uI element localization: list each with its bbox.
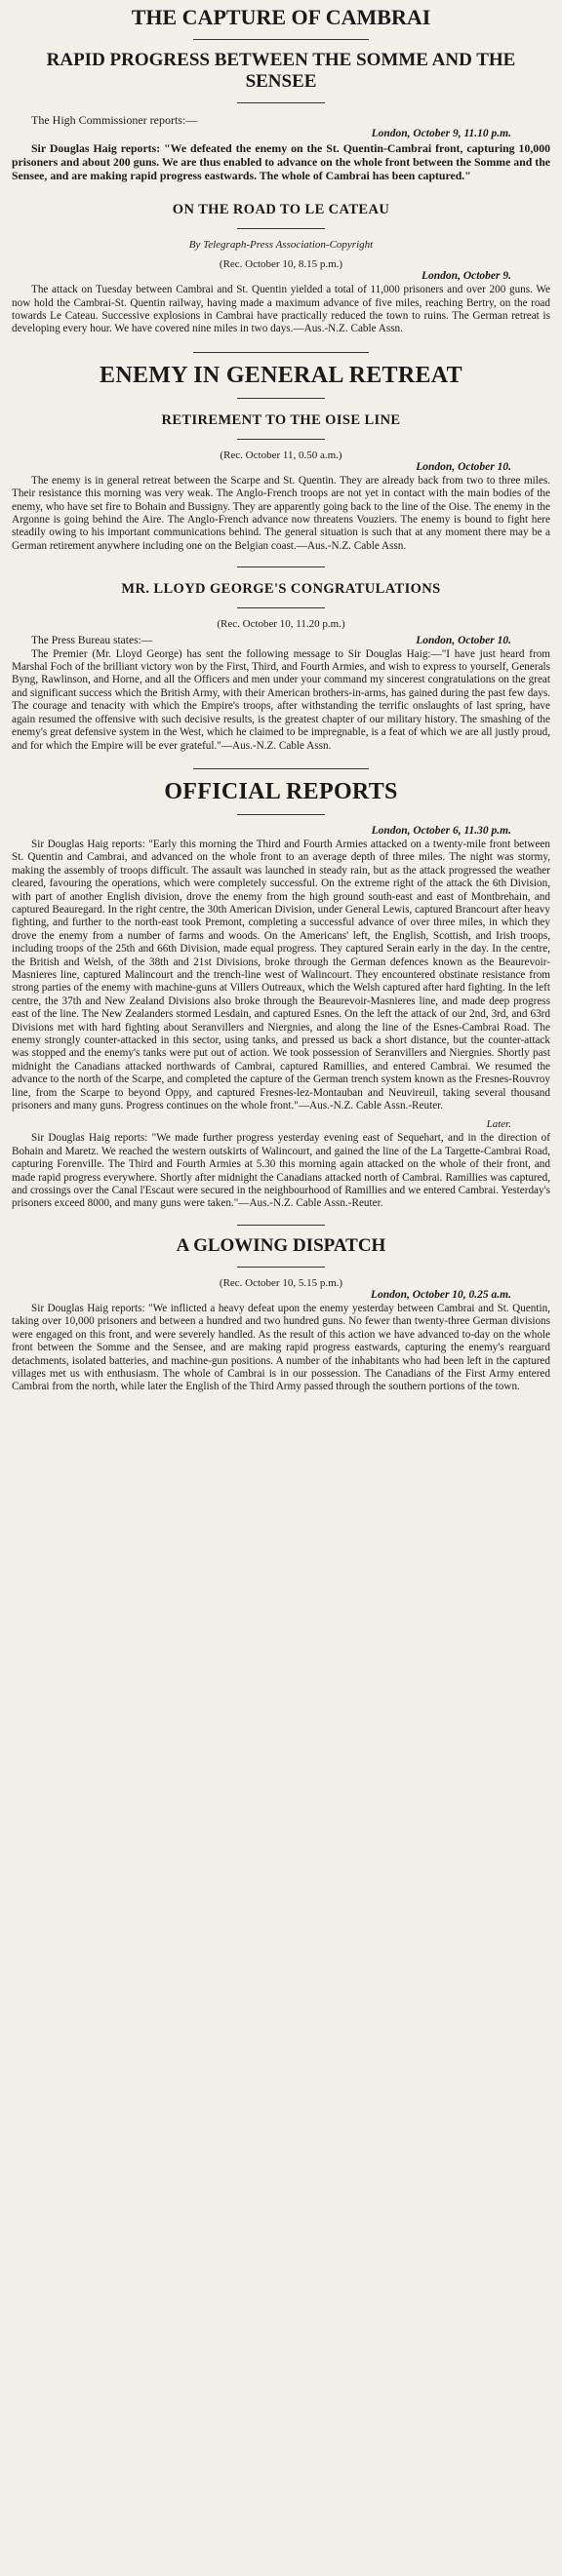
retreat-rec: (Rec. October 11, 0.50 a.m.) (220, 449, 342, 461)
le-cateau-byline: By Telegraph-Press Association-Copyright (188, 239, 374, 252)
official-heading: OFFICIAL REPORTS (164, 778, 398, 804)
george-heading: MR. LLOYD GEORGE'S CONGRATULATIONS (121, 581, 441, 598)
george-intro: The Press Bureau states:— (31, 635, 153, 647)
official-body-2: Sir Douglas Haig reports: "We made further progress yesterday evening east of Sequehart, and in the direction of Bohain and Maretz. We reached the western outskirts of Walincourt, and gained the line of the La Targette-Cambrai Road, capturing Forenville. The Third and Fourth Armies at 5.30 this morning again attacked on the whole of their front, and made rapid progress everywhere. Shortly after midnight the Canadians attacked north of Cambrai. Ramillies was captured, and crossings over the Canal l'Escaut were secured in the neighbourhood of Ramillies and we entered Cambrai. Yesterday's prisoners exceed 8000, and many guns were taken."—Aus.-N.Z. Cable Assn.-Reuter. (12, 1132, 550, 1210)
capture-body: Sir Douglas Haig reports: "We defeated the enemy on the St. Quentin-Cambrai front, capturing 10,000 prisoners and about 200 guns. We are thus enabled to advance on the whole front between the Somme and the Sensee, and are making rapid progress eastwards. The whole of Cambrai has been captured." (12, 140, 550, 182)
retreat-body: The enemy is in general retreat between the Scarpe and St. Quentin. They are already back from two to three miles. Their resistance this morning was very weak. The Anglo-French troops are not yet in contact with the main bodies of the enemy, who have set fire to Bohain and Bussigny. They are apparently going back to the line of the Oise. The enemy in the Argonne is going behind the Aire. The Anglo-French advance now threatens Vouziers. The enemy is bound to fight here steadily owing to his important communications behind. The general situation is such that at any moment there may be a German retirement anywhere including one on the Belgian coast.—Aus.-N.Z. Cable Assn. (12, 474, 550, 552)
divider (237, 228, 325, 229)
le-cateau-rec: (Rec. October 10, 8.15 p.m.) (219, 258, 343, 271)
george-body: The Premier (Mr. Lloyd George) has sent the following message to Sir Douglas Haig:—"I have just heard from Marshal Foch of the brilliant victory won by the First, Third, and Fourth Armies, and wish to express to yourself, Generals Byng, Rawlinson, and Horne, and all the Officers and men under your command my sincerest congratulations on the great and significant success which the British Army, with their American brothers-in-arms, has gained during the past few days. The courage and tenacity with which the Empire's troops, after withstanding the terrific onslaughts of last spring, have again resumed the offensive with such decisive results, is the greatest chapter of our military history. The smashing of the enemy's great defensive system in the West, which he claimed to be impregnable, is a feat of which we are all justly proud, and for which the Empire will be ever grateful."—Aus.-N.Z. Cable Assn. (12, 647, 550, 752)
capture-dateline: London, October 9, 11.10 p.m. (371, 127, 511, 139)
le-cateau-body: The attack on Tuesday between Cambrai and St. Quentin yielded a total of 11,000 prisoners and over 200 guns. We now hold the Cambrai-St. Quentin railway, having made a maximum advance of five miles, reaching Bertry, on the road towards Le Cateau. Successive explosions in Cambrai have practically reduced the town to ruins. The German retreat is developing every hour. We have covered nine miles in two days.—Aus.-N.Z. Cable Assn. (12, 284, 550, 335)
divider (237, 1225, 325, 1226)
capture-intro: The High Commissioner reports:— (31, 113, 198, 127)
retreat-dateline: London, October 10. (416, 460, 511, 473)
divider (237, 607, 325, 608)
divider (237, 1267, 325, 1268)
divider (237, 566, 325, 567)
le-cateau-heading: ON THE ROAD TO LE CATEAU (172, 202, 390, 218)
official-later: Later. (486, 1118, 511, 1131)
glowing-dateline: London, October 10, 0.25 a.m. (370, 1288, 511, 1301)
divider (237, 814, 325, 815)
divider (237, 102, 325, 103)
official-dateline: London, October 6, 11.30 p.m. (371, 824, 511, 837)
glowing-rec: (Rec. October 10, 5.15 p.m.) (219, 1276, 343, 1289)
glowing-heading: A GLOWING DISPATCH (176, 1234, 386, 1256)
official-body-1: Sir Douglas Haig reports: "Early this morning the Third and Fourth Armies attacked on a twenty-mile front between St. Quentin and Cambrai, and advanced on the whole front to an average depth of three miles. The night was stormy, making the assembly of troops difficult. The assault was launched in steady rain, but as the attack progressed the weather cleared, favouring the operations, which were completely successful. On the extreme right of the attack the 6th Division, with part of another English division, drove the enemy from the high ground south-east and east of Montbrehain, and captured Beauregard. In the right centre, the 30th American Division, under General Lewis, captured Brancourt after heavy fighting, and further to the north-east took Premont, completing a successful advance of over three miles, in which they drove the enemy from a number of farms and woods. On the Americans' left, the English, Scottish, and Irish troops, including troops of the 25th and 66th Division, made equal progress. They captured Serain early in the day. In the centre, the British and Welsh, of the 38th and 21st Divisions, broke through the German defences known as the Beaurevoir-Masnieres line, captured Malincourt and the trench-line west of Walincourt. They encountered obstinate resistance from strong parties of the enemy with machine-guns at Villers Outreaux, which the Welsh captured after hard fighting. In the left centre, the 37th and New Zealand Divisions also broke through the Beaurevoir-Masnieres line, and made deep progress east of the line. The New Zealanders stormed Lesdain, and captured Esnes. On the left the attack of our 2nd, 3rd, and 63rd Divisions met with hard fighting about Seranvillers and Niergnies, and along the line of the Esnes-Cambrai Road. The enemy strongly counter-attacked in this sector, using tanks, and pressed us back a short distance, but the counter-attack was stopped and the enemy's tanks were put out of action. We took possession of Seranvillers and Niergnies. Shortly past midnight the Canadians attacked northwards of Cambrai, captured Ramillies, and entered Cambrai. We resumed the advance to the north of the Scarpe, and completed the capture of the German trench system known as the Fresnes-Rouvroy line, from the Scarpe to beyond Oppy, and captured Fresnes-lez-Montauban and Neuvireuil, taking several thousand prisoners and many guns. Progress continues on the whole front."—Aus.-N.Z. Cable Assn.-Reuter. (12, 838, 550, 1112)
capture-heading: THE CAPTURE OF CAMBRAI (131, 5, 431, 29)
divider (237, 398, 325, 399)
divider (237, 439, 325, 440)
glowing-body: Sir Douglas Haig reports: "We inflicted a heavy defeat upon the enemy yesterday between Cambrai and St. Quentin, taking over 10,000 prisoners and between a hundred and two hundred guns. No fewer than twenty-three German divisions were engaged on this front, and were severely handled. As the result of this action we have advanced to-day on the whole front between the Somme and the Sensee, and are making rapid progress eastwards, capturing the enemy's rearguard detachments, isolated batteries, and machine-gun positions. A number of the inhabitants who had been left in the captured villages met us with enthusiasm. The whole of Cambrai is in our possession. The Canadians of the First Army entered Cambrai from the north, while later the English of the Third Army passed through the southern portions of the town. (12, 1302, 550, 1393)
capture-subheading: RAPID PROGRESS BETWEEN THE SOMME AND THE SENSEE (46, 50, 516, 92)
retreat-subheading: RETIREMENT TO THE OISE LINE (161, 411, 401, 428)
divider (193, 352, 369, 353)
divider (193, 768, 369, 769)
george-rec: (Rec. October 10, 11.20 p.m.) (217, 618, 345, 631)
divider (193, 39, 369, 40)
george-dateline: London, October 10. (416, 634, 511, 646)
retreat-heading: ENEMY IN GENERAL RETREAT (100, 362, 462, 388)
le-cateau-dateline: London, October 9. (422, 270, 511, 283)
